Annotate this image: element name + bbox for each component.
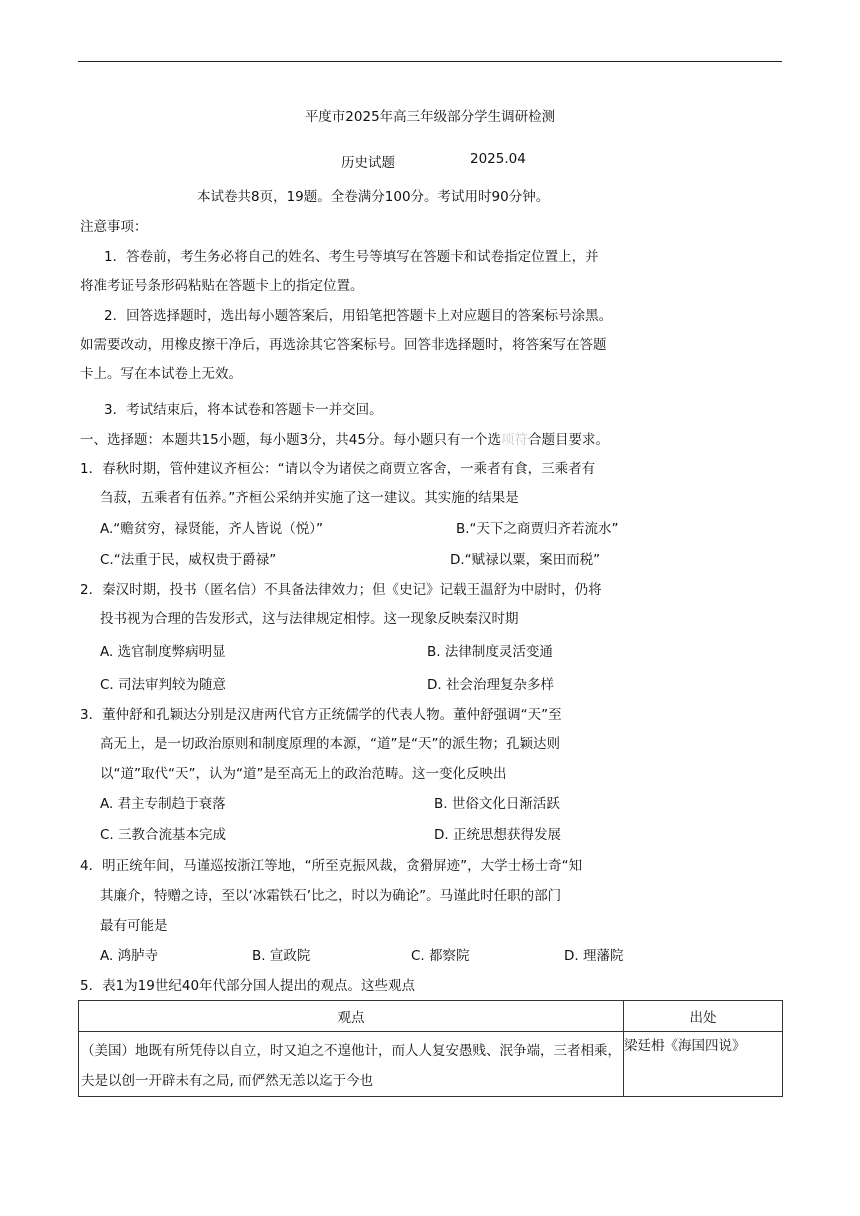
q4-option-b: B. 宣政院 <box>252 948 311 964</box>
note-2-line-1: 2．回答选择题时，选出每小题答案后，用铅笔把答题卡上对应题目的答案标号涂黑。 <box>104 308 613 324</box>
opinions-table <box>78 1000 783 1097</box>
note-2-line-2: 如需要改动，用橡皮擦干净后，再选涂其它答案标号。回答非选择题时，将答案写在答题 <box>80 337 607 353</box>
row-1-view-text: （美国）地既有所凭侍以自立，时又迫之不遑他计，而人人复安愚贱、泯争端，三者相乘，夫是以创一开辟未有之局, 而俨然无恙以迄于今也 <box>81 1043 621 1089</box>
note-3: 3．考试结束后，将本试卷和答题卡一并交回。 <box>104 402 383 418</box>
section-heading-faint: 项符 <box>500 432 528 448</box>
column-header-view: 观点 <box>79 1001 624 1032</box>
q1-option-c: C.“法重于民，威权贵于爵禄” <box>100 552 277 568</box>
q2-line-2: 投书视为合理的告发形式，这与法律规定相悖。这一现象反映秦汉时期 <box>100 611 519 627</box>
note-1-line-1: 1．答卷前，考生务必将自己的姓名、考生号等填写在答题卡和试卷指定位置上，并 <box>104 249 599 265</box>
q3-option-c: C. 三教合流基本完成 <box>100 827 227 843</box>
q3-line-1: 3．董仲舒和孔颖达分别是汉唐两代官方正统儒学的代表人物。董仲舒强调“天”至 <box>80 707 562 723</box>
exam-title: 平度市2025年高三年级部分学生调研检测 <box>304 109 556 125</box>
table-cell-source <box>624 1032 783 1097</box>
table-row <box>79 1032 783 1097</box>
note-2-line-3: 卡上。写在本试卷上无效。 <box>80 366 242 382</box>
q4-line-2: 其廉介，特赠之诗，至以‘冰霜铁石’比之，时以为确论”。马谨此时任职的部门 <box>100 888 562 904</box>
table-header-row <box>79 1001 783 1032</box>
top-rule <box>78 61 782 62</box>
q1-option-b: B.“天下之商贾归齐若流水” <box>456 521 619 537</box>
q4-option-c: C. 都察院 <box>411 948 470 964</box>
table-cell-view <box>79 1032 624 1097</box>
q1-line-1: 1．春秋时期，管仲建议齐桓公：“请以令为诸侯之商贾立客舍，一乘者有食，三乘者有 <box>80 461 596 477</box>
q3-line-3: 以“道”取代“天”，认为“道”是至高无上的政治范畴。这一变化反映出 <box>100 766 507 782</box>
q3-line-2: 高无上，是一切政治原则和制度原理的本源，“道”是“天”的派生物；孔颖达则 <box>100 736 560 752</box>
note-1-line-2: 将准考证号条形码粘贴在答题卡上的指定位置。 <box>80 278 364 294</box>
q1-option-a: A.“赡贫穷，禄贤能，齐人皆说（悦）” <box>100 521 324 537</box>
q4-line-3: 最有可能是 <box>100 918 168 934</box>
q2-option-d: D. 社会治理复杂多样 <box>427 677 554 693</box>
q2-option-a: A. 选官制度弊病明显 <box>100 644 226 660</box>
q4-option-a: A. 鸿胪寺 <box>100 948 159 964</box>
subject-label: 历史试题 <box>341 155 395 171</box>
section-1-heading <box>80 428 609 448</box>
q2-option-c: C. 司法审判较为随意 <box>100 677 227 693</box>
q3-option-a: A. 君主专制趋于衰落 <box>100 796 226 812</box>
q2-option-b: B. 法律制度灵活变通 <box>427 644 553 660</box>
q1-option-d: D.“赋禄以粟，案田而税” <box>450 552 601 568</box>
column-header-source: 出处 <box>624 1001 783 1032</box>
q4-line-1: 4．明正统年间，马谨巡按浙江等地，“所至克振风裁，贪猾屏迹”，大学士杨士奇“知 <box>80 858 583 874</box>
row-1-source-text: 梁廷枏《海国四说》 <box>624 1038 746 1054</box>
q3-option-d: D. 正统思想获得发展 <box>434 827 561 843</box>
q3-option-b: B. 世俗文化日渐活跃 <box>434 796 560 812</box>
q5-stem: 5．表1为19世纪40年代部分国人提出的观点。这些观点 <box>80 978 416 994</box>
notes-heading: 注意事项： <box>80 219 148 235</box>
q4-option-d: D. 理藩院 <box>564 948 624 964</box>
exam-date: 2025.04 <box>470 151 526 167</box>
q1-line-2: 刍菽，五乘者有伍养。”齐桓公采纳并实施了这一建议。其实施的结果是 <box>100 490 519 506</box>
exam-info: 本试卷共8页，19题。全卷满分100分。考试用时90分钟。 <box>197 189 550 205</box>
section-heading-part-a: 一、选择题：本题共15小题，每小题3分，共45分。每小题只有一个选 <box>80 432 501 448</box>
section-heading-part-b: 合题目要求。 <box>527 432 609 448</box>
q2-line-1: 2．秦汉时期，投书（匿名信）不具备法律效力；但《史记》记载王温舒为中尉时，仍将 <box>80 582 602 598</box>
